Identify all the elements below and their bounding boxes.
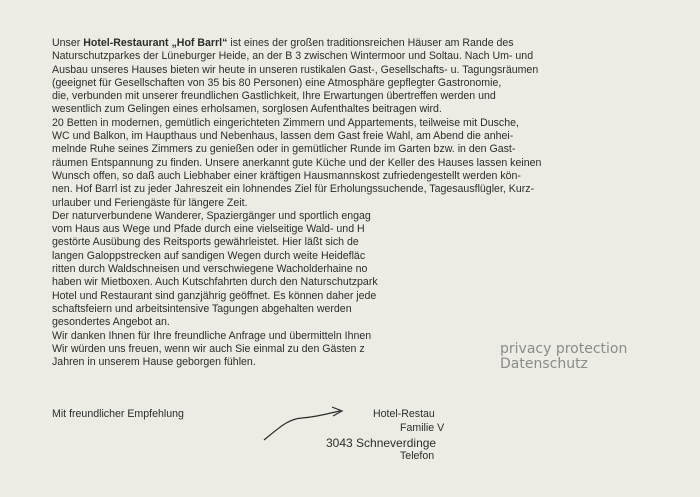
signature-line-1: Hotel-Restau bbox=[373, 408, 435, 420]
text-line: (geeignet für Gesellschaften von 35 bis 80 Personen) eine Atmosphäre gepflegter Gastronomie, bbox=[52, 76, 502, 89]
text-line: nen. Hof Barrl ist zu jeder Jahreszeit ein lohnendes Ziel für Erholungssuchende, Tagesausflügler, Kurz- bbox=[52, 183, 535, 196]
text-line: gestörte Ausübung des Reitsports gewährleistet. Hier läßt sich de bbox=[52, 236, 359, 249]
text-line: ritten durch Waldschneisen und verschwiegene Wacholderhaine no bbox=[52, 263, 368, 276]
text-line: urlauber und Feriengäste für längere Zeit. bbox=[52, 196, 248, 209]
text-line: melnde Ruhe seines Zimmers zu genießen oder in gemütlicher Runde im Garten bzw. in den Gast- bbox=[52, 143, 516, 156]
watermark-line-1: privacy protection bbox=[500, 341, 628, 357]
text-line: die, verbunden mit unserer freundlichen Gastlichkeit, Ihre Erwartungen übertreffen werden und bbox=[52, 90, 496, 103]
hotel-name: Hotel-Restaurant „Hof Barrl“ bbox=[83, 37, 228, 49]
text-line: Naturschutzparkes der Lüneburger Heide, an der B 3 zwischen Wintermoor und Soltau. Nach Um- und bbox=[52, 50, 534, 63]
intro-prefix: Unser bbox=[52, 37, 84, 49]
text-line: Jahren in unserem Hause geborgen fühlen. bbox=[52, 356, 256, 369]
text-line: schaftsfeiern und arbeitsintensive Tagungen abgehalten werden bbox=[52, 302, 352, 315]
text-line: Der naturverbundene Wanderer, Spaziergänger und sportlich engag bbox=[52, 209, 371, 222]
paragraph-rooms bbox=[52, 117, 649, 210]
intro-line-1 bbox=[52, 37, 649, 50]
text-line: WC und Balkon, im Haupthaus und Nebenhaus, lassen dem Gast freie Wahl, am Abend die anhei- bbox=[52, 130, 514, 143]
text-line: Wir danken Ihnen für Ihre freundliche Anfrage und übermitteln Ihnen bbox=[52, 329, 372, 342]
text-line: langen Galoppstrecken auf sandigen Wegen durch weite Heidefläc bbox=[52, 249, 366, 262]
closing-text: Mit freundlicher Empfehlung bbox=[52, 408, 184, 420]
text-line: räumen Entspannung zu finden. Unsere anerkannt gute Küche und der Keller des Hauses lassen keinen bbox=[52, 156, 542, 169]
text-line: vom Haus aus Wege und Pfade durch eine vielseitige Wald- und H bbox=[52, 223, 365, 236]
signature-line-2: Familie V bbox=[400, 422, 445, 434]
signature-phone: Telefon bbox=[400, 450, 435, 462]
text-line: Wir würden uns freuen, wenn wir auch Sie einmal zu den Gästen z bbox=[52, 342, 365, 355]
privacy-watermark bbox=[500, 342, 650, 372]
text-line: Wunsch offen, so daß auch Liebhaber einer kräftigen Hausmannskost zufriedengestellt werden kön- bbox=[52, 169, 521, 182]
signature-address: 3043 Schneverdinge bbox=[326, 436, 437, 450]
text-line: gesondertes Angebot an. bbox=[52, 316, 170, 329]
text-line: haben wir Mietboxen. Auch Kutschfahrten durch den Naturschutzpark bbox=[52, 276, 378, 289]
watermark-line-2: Datenschutz bbox=[500, 356, 588, 372]
text-line: 20 Betten in modernen, gemütlich eingerichteten Zimmern und Appartements, teilweise mit Dusche, bbox=[52, 116, 519, 129]
text-line: wesentlich zum Gelingen eines erholsamen, sorglosen Aufenthaltes beitragen wird. bbox=[52, 103, 442, 116]
text-line: Hotel und Restaurant sind ganzjährig geöffnet. Es können daher jede bbox=[52, 289, 377, 302]
intro-line-1-rest: ist eines der großen traditionsreichen Häuser am Rande des bbox=[227, 37, 514, 49]
paragraph-intro bbox=[52, 37, 649, 117]
text-line: Ausbau unseres Hauses bieten wir heute in unseren rustikalen Gast-, Gesellschafts- u. Tagungsräumen bbox=[52, 63, 539, 76]
